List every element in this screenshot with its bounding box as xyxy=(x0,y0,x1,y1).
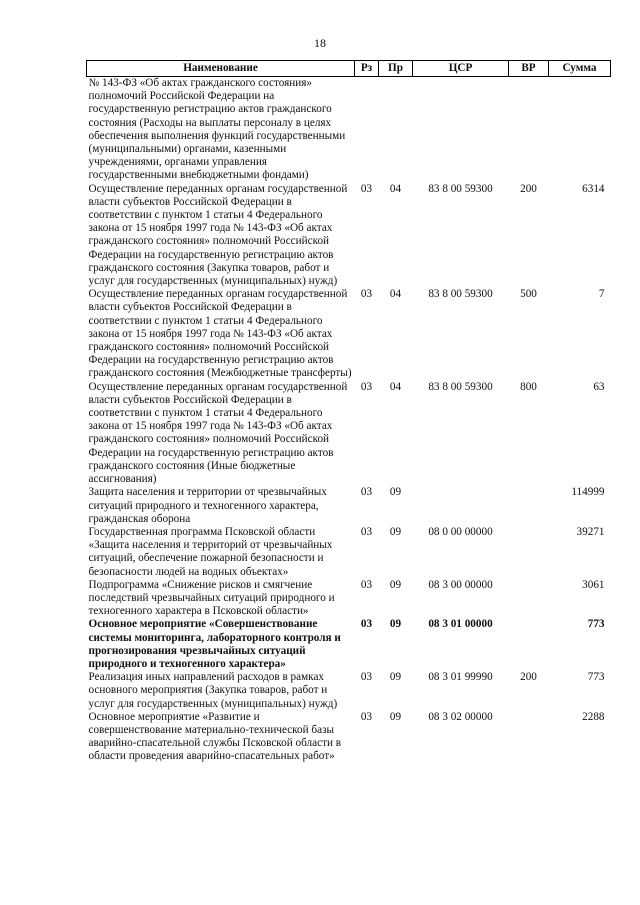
cell-rz: 03 xyxy=(360,380,373,393)
table-row xyxy=(87,288,611,380)
cell-vr xyxy=(509,618,549,671)
cell-vr: 800 xyxy=(520,380,537,393)
cell-vr xyxy=(509,486,549,526)
cell-vr xyxy=(509,711,549,764)
table-row xyxy=(87,77,611,183)
cell-pr: 04 xyxy=(389,182,402,195)
cell-csr: 08 0 00 00000 xyxy=(428,525,493,538)
cell-pr: 09 xyxy=(389,671,402,684)
cell-csr xyxy=(413,77,509,183)
cell-sum: 114999 xyxy=(571,486,605,499)
table-row xyxy=(87,183,611,289)
table-row xyxy=(87,618,611,671)
cell-csr: 08 3 01 00000 xyxy=(428,618,493,631)
cell-pr: 09 xyxy=(389,525,402,538)
cell-name: Подпрограмма «Снижение рисков и смягчение последствий чрезвычайных ситуаций природного и техногенного характера в Псковской области» xyxy=(88,578,335,618)
cell-rz: 03 xyxy=(360,525,373,538)
cell-vr xyxy=(509,526,549,579)
header-name: Наименование xyxy=(87,61,355,77)
cell-pr: 04 xyxy=(389,288,402,301)
budget-table xyxy=(86,60,611,764)
header-vr: ВР xyxy=(509,61,549,77)
table-row xyxy=(87,711,611,764)
header-sum: Сумма xyxy=(549,61,611,77)
table-row xyxy=(87,381,611,487)
cell-sum: 63 xyxy=(593,380,605,393)
cell-vr: 200 xyxy=(520,182,537,195)
cell-sum: 39271 xyxy=(576,525,605,538)
cell-sum: 2288 xyxy=(582,710,605,723)
cell-name: Основное мероприятие «Совершенствование системы мониторинга, лабораторного контроля и прогнозирования чрезвычайных ситуаций природного и техногенного характера» xyxy=(88,618,341,670)
cell-pr: 09 xyxy=(389,618,402,631)
table-row xyxy=(87,579,611,619)
table-header-row xyxy=(87,61,611,77)
table-row xyxy=(87,526,611,579)
cell-sum: 773 xyxy=(587,618,605,631)
cell-name: Осуществление переданных органам государственной власти субъектов Российской Федерации в соответствии с пунктом 1 статьи 4 Федерального закона от 15 ноября 1997 года № 143-ФЗ «Об актах гражданского состояния» полномочий Российской Федерации на государственную регистрацию актов гражданского состояния (Межбюджетные трансферты) xyxy=(88,288,352,380)
header-csr: ЦСР xyxy=(413,61,509,77)
cell-vr xyxy=(509,579,549,619)
cell-name: Реализация иных направлений расходов в рамках основного мероприятия (Закупка товаров, работ и услуг для государственных (муниципальных) нужд) xyxy=(88,671,338,710)
cell-pr: 09 xyxy=(389,710,402,723)
cell-pr: 09 xyxy=(389,578,402,591)
cell-name: Государственная программа Псковской области «Защита населения и территорий от чрезвычайных ситуаций, обеспечение пожарной безопасности и безопасности людей на водных объектах» xyxy=(88,525,333,578)
cell-csr: 08 3 00 00000 xyxy=(428,578,493,591)
cell-rz: 03 xyxy=(360,182,373,195)
cell-name: № 143-ФЗ «Об актах гражданского состояния» полномочий Российской Федерации на государственную регистрацию актов гражданского состояния (Расходы на выплаты персоналу в целях обеспечения выполнения функций государственными (муниципальными) органами, казенными учреждениями, органами управления государственными внебюджетными фондами) xyxy=(88,77,346,182)
cell-csr: 83 8 00 59300 xyxy=(428,288,493,301)
table-row xyxy=(87,486,611,526)
cell-pr: 09 xyxy=(389,486,402,499)
cell-name: Основное мероприятие «Развитие и совершенствование материально-технической базы аварийно-спасательной службы Псковской области в области проведения аварийно-спасательных работ» xyxy=(88,710,342,763)
cell-rz: 03 xyxy=(360,486,373,499)
cell-sum xyxy=(549,77,611,183)
cell-csr: 08 3 01 99990 xyxy=(428,671,493,684)
table-row xyxy=(87,671,611,711)
cell-name: Осуществление переданных органам государственной власти субъектов Российской Федерации в соответствии с пунктом 1 статьи 4 Федерального закона от 15 ноября 1997 года № 143-ФЗ «Об актах гражданского состояния» полномочий Российской Федерации на государственную регистрацию актов гражданского состояния (Закупка товаров, работ и услуг для государственных (муниципальных) нужд) xyxy=(88,182,348,288)
cell-rz: 03 xyxy=(360,618,373,631)
cell-csr xyxy=(413,486,509,526)
cell-pr xyxy=(379,77,413,183)
cell-rz: 03 xyxy=(360,710,373,723)
cell-vr: 200 xyxy=(520,671,537,684)
cell-csr: 83 8 00 59300 xyxy=(428,380,493,393)
cell-sum: 6314 xyxy=(582,182,605,195)
header-pr: Пр xyxy=(379,61,413,77)
cell-rz: 03 xyxy=(360,671,373,684)
cell-rz xyxy=(355,77,379,183)
cell-vr: 500 xyxy=(520,288,537,301)
cell-csr: 83 8 00 59300 xyxy=(428,182,493,195)
cell-sum: 773 xyxy=(587,671,605,684)
table-body xyxy=(87,77,611,764)
cell-vr xyxy=(509,77,549,183)
cell-csr: 08 3 02 00000 xyxy=(428,710,493,723)
cell-rz: 03 xyxy=(360,578,373,591)
page-number: 18 xyxy=(314,36,326,50)
cell-name: Защита населения и территории от чрезвычайных ситуаций природного и техногенного характера, гражданская оборона xyxy=(88,486,327,525)
cell-pr: 04 xyxy=(389,380,402,393)
cell-name: Осуществление переданных органам государственной власти субъектов Российской Федерации в соответствии с пунктом 1 статьи 4 Федерального закона от 15 ноября 1997 года № 143-ФЗ «Об актах гражданского состояния» полномочий Российской Федерации на государственную регистрацию актов гражданского состояния (Иные бюджетные ассигнования) xyxy=(88,380,348,486)
cell-sum: 3061 xyxy=(582,578,605,591)
header-rz: Рз xyxy=(355,61,379,77)
cell-rz: 03 xyxy=(360,288,373,301)
cell-sum: 7 xyxy=(598,288,605,301)
